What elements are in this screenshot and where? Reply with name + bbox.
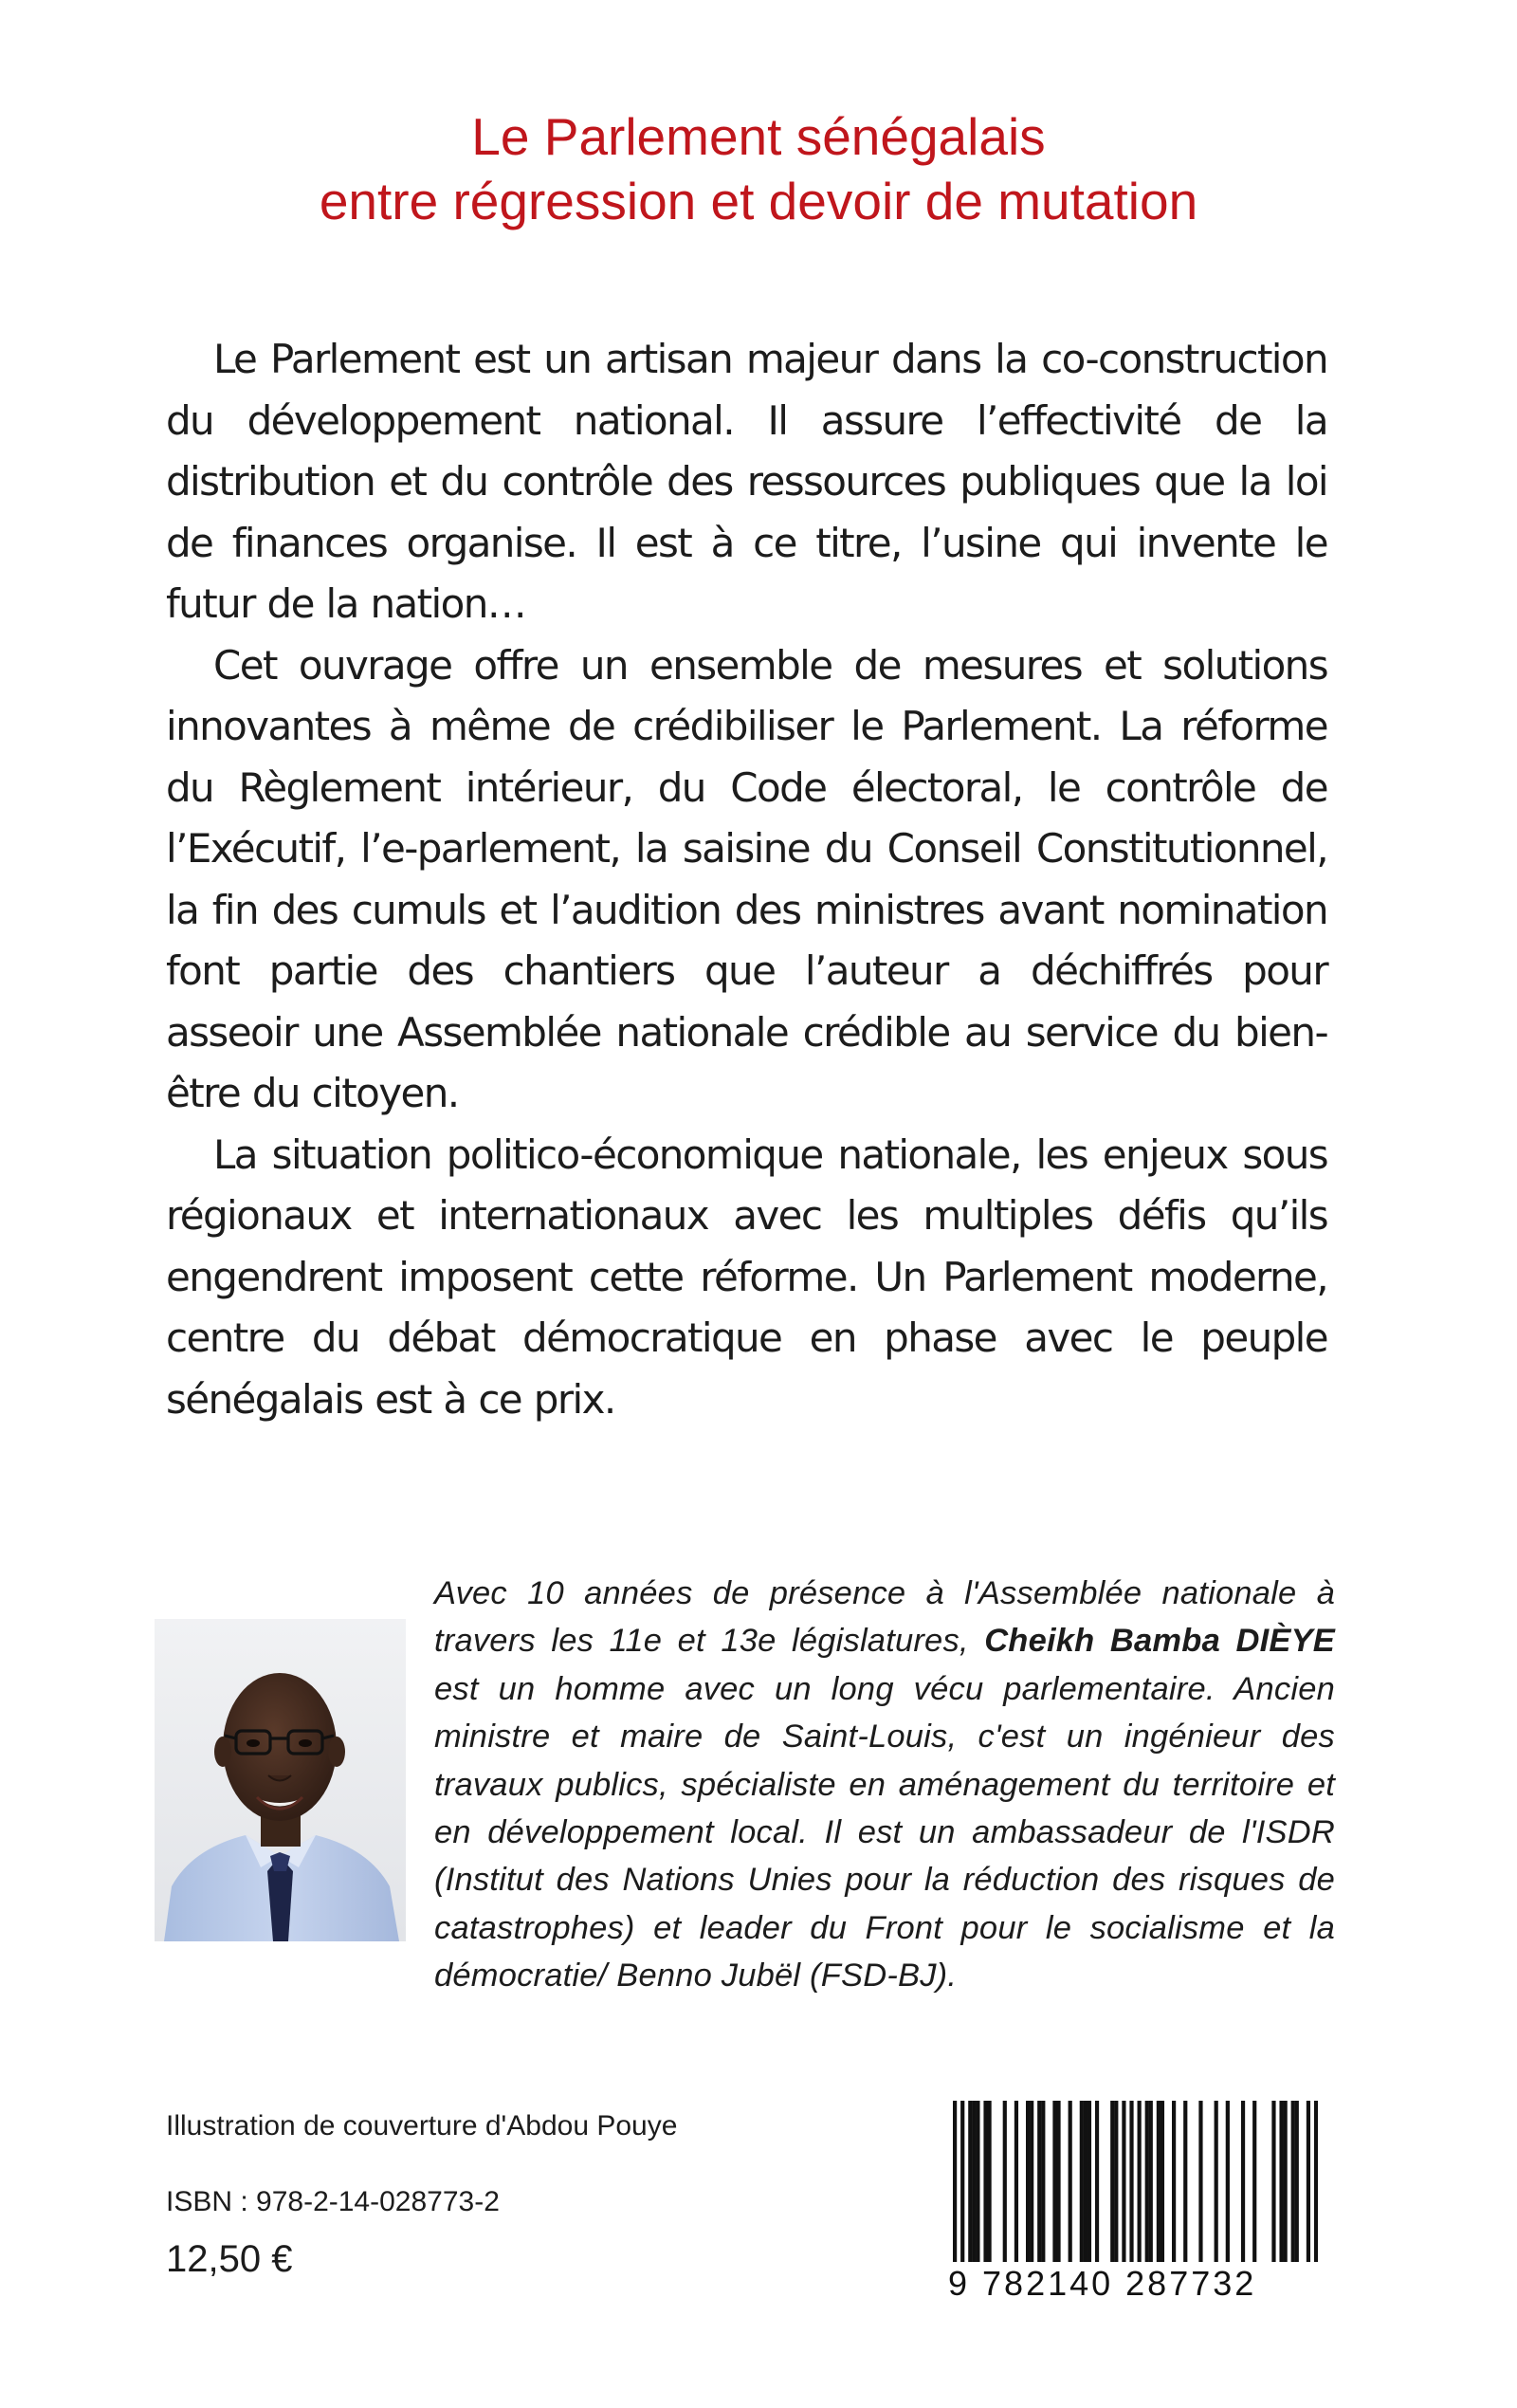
barcode-bar — [1014, 2101, 1018, 2262]
barcode-bar — [960, 2101, 964, 2262]
blurb-paragraph-1: Le Parlement est un artisan majeur dans la co-construction du développement national. Il assure l’effectivité de la distribution et du contrôle des ressources publiques que la loi de finances organise. Il est à ce titre, l’usine qui invente le futur de la nation… — [166, 336, 1327, 627]
barcode-bar — [1037, 2101, 1041, 2262]
barcode-bar — [953, 2101, 957, 2262]
barcode-bar — [1110, 2101, 1114, 2262]
book-title — [0, 104, 1517, 233]
author-bio-rest: est un homme avec un long vécu parlementaire. Ancien ministre et maire de Saint-Louis, c'est un ingénieur des travaux publics, spécialiste en aménagement du territoire et en développement local. Il est un ambassadeur de l'ISDR (Institut des Nations Unies pour la réduction des risques de catastrophes) et leader du Front pour le socialisme et la démocratie/ Benno Jubël (FSD-BJ). — [434, 1670, 1335, 1994]
author-name: Cheikh Bamba DIÈYE — [984, 1623, 1335, 1660]
barcode-bar — [1241, 2101, 1245, 2262]
barcode-bar — [1284, 2101, 1288, 2262]
barcode-bar — [1069, 2101, 1072, 2262]
barcode-bar — [1026, 2101, 1030, 2262]
blurb-paragraph-2: Cet ouvrage offre un ensemble de mesures et solutions innovantes à même de crédibiliser le Parlement. La réforme du Règlement intérieur, du Code électoral, le contrôle de l’Exécutif, l’e-parlement, la saisine du Conseil Constitutionnel, la fin des cumuls et l’audition des ministres avant nomination font partie des chantiers que l’auteur a déchiffrés pour asseoir une Assemblée nationale crédible au service du bien-être du citoyen. — [166, 641, 1327, 1116]
barcode-bar — [976, 2101, 979, 2262]
barcode-bar — [1295, 2101, 1299, 2262]
barcode-bar — [968, 2101, 972, 2262]
barcode-bar — [1183, 2101, 1187, 2262]
barcode-bar — [1145, 2101, 1149, 2262]
barcode-bar — [1122, 2101, 1125, 2262]
barcode-bar — [1252, 2101, 1256, 2262]
barcode-bar — [1226, 2101, 1230, 2262]
barcode-bar — [1215, 2101, 1218, 2262]
barcode-bar — [1314, 2101, 1318, 2262]
barcode-bar — [1084, 2101, 1087, 2262]
barcode-bars — [953, 2101, 1318, 2262]
barcode-bar — [1087, 2101, 1091, 2262]
barcode-bar — [1003, 2101, 1007, 2262]
barcode-bar — [1161, 2101, 1164, 2262]
barcode-bar — [983, 2101, 987, 2262]
barcode-bar — [1157, 2101, 1161, 2262]
barcode-bar — [1198, 2101, 1202, 2262]
barcode-bar — [1172, 2101, 1176, 2262]
barcode-bar — [972, 2101, 976, 2262]
barcode-bar — [1095, 2101, 1099, 2262]
blurb-paragraph-3: La situation politico-économique nationale, les enjeux sous régionaux et internationaux avec les multiples défis qu’ils engendrent imposent cette réforme. Un Parlement moderne, centre du débat démocratique en phase avec le peuple sénégalais est à ce prix. — [166, 1130, 1327, 1423]
barcode-bar — [1056, 2101, 1060, 2262]
barcode-bar — [1291, 2101, 1295, 2262]
author-bio-intro: Avec 10 années de présence à l'Assemblée nationale à travers les 11e et 13e législatures, — [434, 1575, 1335, 1660]
cover-illustration-credit: Illustration de couverture d'Abdou Pouye — [166, 2110, 678, 2141]
barcode-bar — [1149, 2101, 1153, 2262]
isbn: ISBN : 978-2-14-028773-2 — [166, 2186, 500, 2217]
barcode-digits: 9 782140 287732 — [948, 2264, 1257, 2303]
author-bio — [434, 1570, 1335, 2000]
barcode-bar — [1129, 2101, 1133, 2262]
barcode-bar — [1114, 2101, 1118, 2262]
barcode-bar — [987, 2101, 991, 2262]
barcode-bar — [1271, 2101, 1275, 2262]
author-photo — [155, 1619, 406, 1941]
barcode-bar — [1279, 2101, 1283, 2262]
barcode-bar — [1030, 2101, 1033, 2262]
barcode-bar — [1138, 2101, 1142, 2262]
book-title-line-1: Le Parlement sénégalais — [471, 107, 1046, 166]
barcode-bar — [1052, 2101, 1056, 2262]
barcode-bar — [1041, 2101, 1045, 2262]
price: 12,50 € — [166, 2238, 293, 2280]
back-cover-blurb — [166, 329, 1327, 1430]
barcode-bar — [1080, 2101, 1084, 2262]
barcode-bar — [1307, 2101, 1310, 2262]
book-title-line-2: entre régression et devoir de mutation — [319, 172, 1198, 230]
